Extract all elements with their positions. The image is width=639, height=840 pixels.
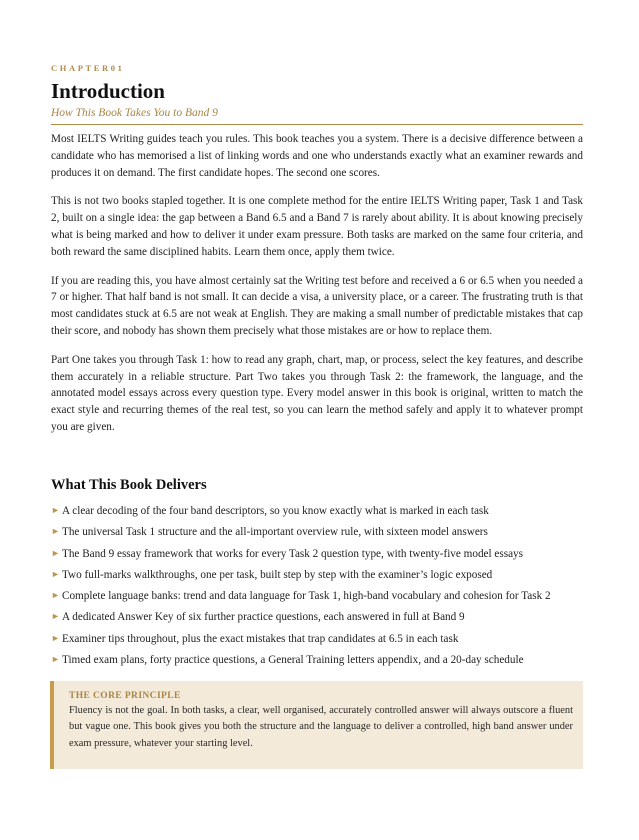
chapter-subtitle: How This Book Takes You to Band 9	[51, 107, 218, 119]
callout-title: THE CORE PRINCIPLE	[69, 691, 181, 701]
list-item-text: Complete language banks: trend and data language for Task 1, high-band vocabulary and cohesion for Task 2	[62, 590, 551, 603]
list-item	[51, 630, 591, 651]
list-item	[51, 502, 591, 523]
list-item-text: Timed exam plans, forty practice questions, a General Training letters appendix, and a 20-day schedule	[62, 654, 524, 667]
arrow-bullet-icon: ►	[51, 611, 60, 622]
chapter-title: Introduction	[51, 79, 165, 103]
list-item	[51, 651, 591, 672]
section-heading: What This Book Delivers	[51, 477, 207, 493]
title-divider	[51, 124, 583, 125]
arrow-bullet-icon: ►	[51, 590, 60, 601]
list-item-text: Examiner tips throughout, plus the exact mistakes that trap candidates at 6.5 in each task	[62, 632, 459, 645]
deliver-list	[51, 502, 591, 672]
arrow-bullet-icon: ►	[51, 547, 60, 558]
list-item-text: A dedicated Answer Key of six further practice questions, each answered in full at Band 9	[62, 611, 465, 624]
arrow-bullet-icon: ►	[51, 654, 60, 665]
list-item	[51, 523, 591, 544]
list-item-text: The universal Task 1 structure and the all-important overview rule, with sixteen model answers	[62, 526, 488, 539]
list-item-text: Two full-marks walkthroughs, one per task, built step by step with the examiner’s logic exposed	[62, 568, 493, 581]
arrow-bullet-icon: ►	[51, 568, 60, 579]
list-item-text: The Band 9 essay framework that works for every Task 2 question type, with twenty-five model essays	[62, 547, 524, 560]
intro-body	[51, 131, 583, 448]
list-item	[51, 545, 591, 566]
list-item	[51, 587, 591, 608]
paragraph: This is not two books stapled together. It is one complete method for the entire IELTS Writing paper, Task 1 and Task 2, built on a single idea: the gap between a Band 6.5 and a Band 7 is rarely about ability. It is about knowing precisely what is being marked and how to deliver it under exam pressure. Both tasks are marked on the same four criteria, and both reward the same disciplined habits. Learn them once, apply them twice.	[51, 195, 583, 258]
arrow-bullet-icon: ►	[51, 526, 60, 537]
list-item-text: A clear decoding of the four band descriptors, so you know exactly what is marked in each task	[62, 505, 489, 517]
list-item	[51, 608, 591, 629]
paragraph: Part One takes you through Task 1: how to read any graph, chart, map, or process, select the key features, and describe them accurately in a reliable structure. Part Two takes you through Task 2: the framework, the language, and the annotated model essays across every question type. Every model answer in this book is original, written to match the exact style and recurring themes of the real test, so you can learn the method safely and apply it to whatever prompt you are given.	[51, 353, 583, 433]
list-item	[51, 566, 591, 587]
core-principle-callout	[50, 681, 583, 769]
callout-text: Fluency is not the goal. In both tasks, a clear, well organised, accurately controlled answer will always outscore a fluent but vague one. This book gives you both the structure and the language to deliver a controlled, high band answer under exam pressure, whatever your starting level.	[69, 705, 573, 749]
paragraph: Most IELTS Writing guides teach you rules. This book teaches you a system. There is a decisive difference between a candidate who has memorised a list of linking words and one who understands exactly what an examiner rewards and produces it on demand. The first candidate hopes. The second one scores.	[51, 133, 583, 179]
arrow-bullet-icon: ►	[51, 505, 60, 515]
chapter-label: CHAPTER01	[51, 63, 125, 73]
paragraph: If you are reading this, you have almost certainly sat the Writing test before and received a 6 or 6.5 when you needed a 7 or higher. That half band is not small. It can decide a visa, a university place, or a career. The frustrating truth is that most candidates stuck at 6.5 are not weak at English. They are making a small number of predictable mistakes that cap their score, and nobody has shown them precisely what those mistakes are or how to replace them.	[51, 274, 583, 337]
arrow-bullet-icon: ►	[51, 632, 60, 643]
